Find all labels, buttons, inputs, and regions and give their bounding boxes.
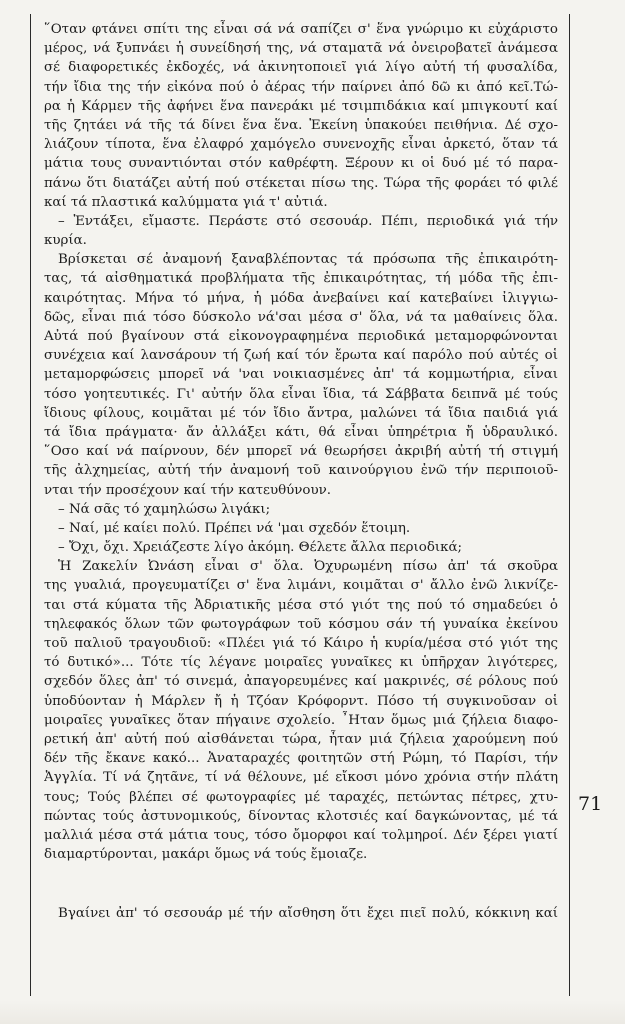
text-line: μοιραῖες γυναῖκες ὅταν πήγαινε σχολείο. ῏Ηταν ὅμως μιά ζήλεια διαφο- bbox=[44, 712, 558, 728]
page-body-text bbox=[44, 20, 558, 923]
paragraph-start: Βρίσκεται σέ ἀναμονή ξαναβλέποντας τά πρόσωπα τῆς ἐπικαιρότη- bbox=[58, 252, 558, 268]
text-line: λιάζουν τίποτα, ἕνα ἐλαφρό χαμόγελο συνενοχῆς εἶναι ἀρκετό, ὅταν τά bbox=[44, 137, 558, 153]
text-line: τῆς ζητάει νά τῆς τά δίνει ἕνα ἕνα. Ἐκείνη ὑπακούει πειθήνια. Δέ σχο- bbox=[44, 117, 558, 133]
text-line: ρα ἡ Κάρμεν τῆς ἀφήνει ἕνα πανεράκι μέ τσιμπιδάκια καί μπιγκουτί καί bbox=[44, 98, 558, 114]
paragraph-gap bbox=[44, 864, 558, 904]
dialogue-line: – Ὄχι, ὄχι. Χρειάζεστε λίγο ἀκόμη. Θέλετε ἄλλα περιοδικά; bbox=[58, 540, 463, 556]
text-line: μεταμορφώσεις μπορεῖ νά 'ναι νοικιασμένες ἀπ' τά κομμωτήρια, εἶναι bbox=[44, 367, 558, 383]
text-line: τήν ἴδια της τήν εἰκόνα πού ὁ ἀέρας τήν παίρνει ἀπό δῶ κι ἀπό κεῖ.Τώ- bbox=[44, 79, 558, 95]
paragraph-start: Βγαίνει ἀπ' τό σεσουάρ μέ τήν αἴσθηση ὅτι ἔχει πιεῖ πολύ, κόκκινη καί bbox=[58, 906, 558, 922]
text-line: καί τά πλαστικά καλύμματα γιά τ' αὐτιά. bbox=[44, 194, 328, 210]
text-line: ἴδιους φίλους, κοιμᾶται μέ τόν ἴδιο ἄντρα, μαλώνει τά ἴδια παιδιά γιά bbox=[44, 405, 558, 421]
text-line: κυρία. bbox=[44, 233, 87, 249]
text-line: τοῦ παλιοῦ τραγουδιοῦ: «Πλέει γιά τό Κάιρο ἡ κυρία/μέσα στό γιότ της bbox=[44, 636, 558, 651]
text-line: σέ διαφορετικές ἐκδοχές, νά ἀκινητοποιεῖ γιά λίγο αὐτή τή φυσαλίδα, bbox=[44, 60, 558, 76]
text-line: συνέχεια καί λανσάρουν τή ζωή καί τόν ἔρωτα καί παρόλο πού αὐτές οἱ bbox=[44, 348, 558, 364]
text-line: ται στά κύματα τῆς Ἀδριατικῆς μέσα στό γιότ της πού τό σημαδεύει ὁ bbox=[44, 597, 558, 613]
scan-bottom-edge bbox=[0, 1000, 625, 1024]
text-line: τας, τά αἰσθηματικά προβλήματα τῆς ἐπικαιρότητας, τή μόδα τῆς ἐπι- bbox=[44, 271, 558, 287]
text-line: της γυαλιά, προγευματίζει σ' ἕνα λιμάνι, κοιμᾶται σ' ἄλλο ἐνῶ λικνίζε- bbox=[44, 578, 558, 594]
text-line: μέρος, νά ξυπνάει ἡ συνείδησή της, νά σταματᾶ νά ὀνειροβατεῖ ἀνάμεσα bbox=[44, 41, 558, 57]
text-line: διαμαρτύρονται, μακάρι ὅμως νά τούς ἔμοιαζε. bbox=[44, 847, 368, 863]
page-number: 71 bbox=[578, 793, 603, 815]
text-line: μαλλιά μέσα στά μάτια τους, τόσο ὄμορφοι καί τολμηροί. Δέν ξέρει γιατί bbox=[44, 827, 558, 843]
text-line: καιρότητας. Μήνα τό μήνα, ἡ μόδα ἀνεβαίνει καί κατεβαίνει ἰλιγγιω- bbox=[44, 290, 558, 306]
text-line: σχεδόν ὅλες ἀπ' τό σινεμά, ἀπαγορευμένες καί μακρινές, σέ ρόλους πού bbox=[44, 674, 558, 690]
paragraph-start: Ἡ Ζακελίν Ὠνάση εἶναι σ' ὅλα. Ὀχυρωμένη πίσω ἀπ' τά σκοῦρα bbox=[58, 559, 558, 575]
text-line: ῞Οσο καί νά παίρνουν, δέν μπορεῖ νά θεωρήσει ἀκριβή αὐτή τή στιγμή bbox=[44, 444, 558, 460]
dialogue-line: – Ἐντάξει, εἴμαστε. Περάστε στό σεσουάρ. Πέπι, περιοδικά γιά τήν bbox=[58, 213, 558, 229]
text-line: τό δυτικό»... Τότε τίς λέγανε μοιραῖες γυναῖκες κι ὑπῆρχαν λιγότερες, bbox=[44, 655, 558, 671]
dialogue-line: – Νά σᾶς τό χαμηλώσω λιγάκι; bbox=[58, 501, 271, 517]
text-line: τόσο γοητευτικές. Γι' αὐτήν ὅλα εἶναι ἴδια, τά Σάββατα δειπνᾶ μέ τούς bbox=[44, 386, 558, 402]
text-line: Ἀγγλία. Τί νά ζητᾶνε, τί νά θέλουνε, μέ εἴκοσι μόνο χρόνια στήν πλάτη bbox=[44, 770, 558, 786]
text-line: δέν τῆς ἔκανε κακό... Ἀναταραχές φοιτητῶν στή Ρώμη, τό Παρίσι, τήν bbox=[44, 751, 558, 767]
dialogue-line: – Ναί, μέ καίει πολύ. Πρέπει νά 'μαι σχεδόν ἕτοιμη. bbox=[58, 520, 411, 536]
text-line: ὑποδύονταν ἡ Μάρλεν ἤ ἡ Τζόαν Κρόφορντ. Πόσο τή συγκινοῦσαν οἱ bbox=[44, 693, 558, 709]
text-line: τηλεφακός ὅλων τῶν φωτογράφων τοῦ κόσμου σάν τή γυναίκα ἐκείνου bbox=[44, 616, 558, 632]
text-line: πώντας τούς ἀστυνομικούς, δίνοντας κλοτσιές καί δαγκώνοντας, μέ τά bbox=[44, 808, 558, 824]
text-line: τά ἴδια πράγματα· ἄν ἀλλάξει κάτι, θά εἶναι ὑπηρέτρια ἤ ὑδραυλικό. bbox=[44, 424, 558, 440]
text-line: Αὐτά πού βγαίνουν στά εἰκονογραφημένα περιοδικά μεταμορφώνονται bbox=[44, 329, 558, 344]
text-line: τῆς ἀλχημείας, αὐτή τήν ἀναμονή τοῦ καινούργιου ἐνῶ τήν περιποιοῦ- bbox=[44, 463, 558, 479]
text-line: μάτια τους συναντιόνται στόν καθρέφτη. Ξέρουν κι οἱ δυό μέ τό παρα- bbox=[44, 156, 558, 172]
text-line: πάνω ὅτι διατάζει αὐτή πού στέκεται πίσω της. Τώρα τῆς φοράει τό φιλέ bbox=[44, 175, 558, 191]
text-line: τους; Τούς βλέπει σέ φωτογραφίες μέ ταραχές, πετώντας πέτρες, χτυ- bbox=[44, 789, 558, 805]
text-line: ρετική ἀπ' αὐτή πού αἰσθάνεται τώρα, ἦταν μιά ζήλεια χαρούμενη πού bbox=[44, 731, 558, 747]
text-line: δῶς, εἶναι πιά τόσο δύσκολο νά'σαι μέσα σ' ὅλα, νά τα μαθαίνεις ὅλα. bbox=[44, 309, 558, 325]
text-line: ῞Οταν φτάνει σπίτι της εἶναι σά νά σαπίζει σ' ἕνα γνώριμο κι εὐχάριστο bbox=[44, 22, 558, 37]
right-margin-rule bbox=[569, 14, 570, 996]
left-margin-rule bbox=[30, 14, 31, 996]
text-line: νται τήν προσέχουν καί τήν κατευθύνουν. bbox=[44, 482, 332, 498]
